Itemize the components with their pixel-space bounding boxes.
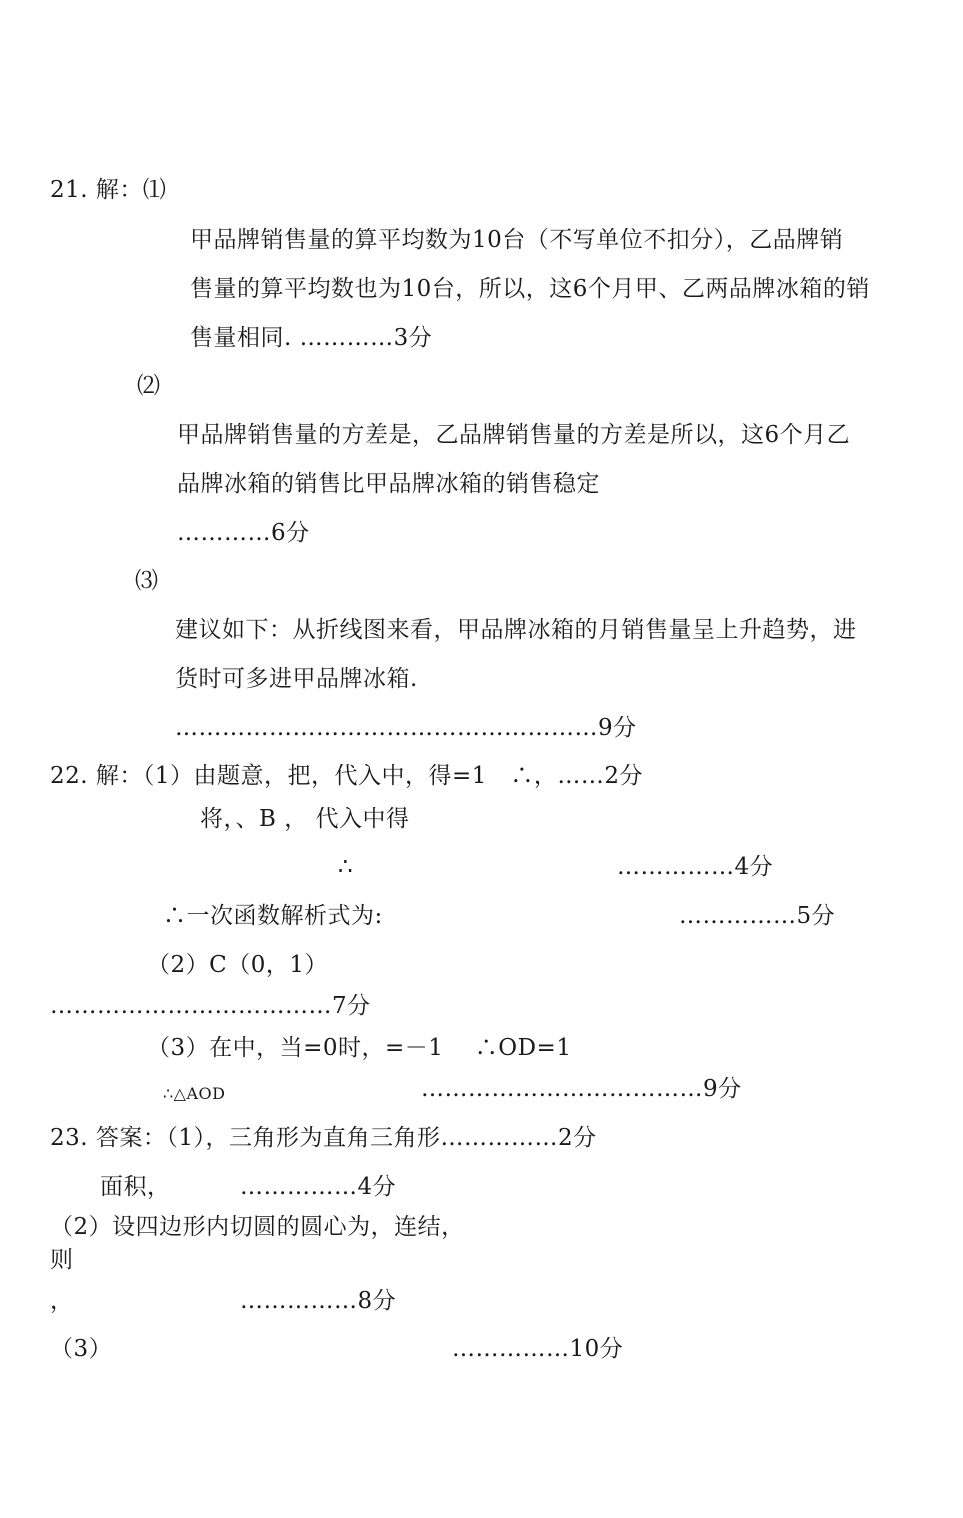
q21-part3-line3: ………………………………………………9分: [175, 715, 637, 741]
q21-heading: 21. 解：⑴: [50, 177, 167, 203]
q22-line4-left: ∴一次函数解析式为:: [163, 903, 383, 929]
q23-line6-right: ……………10分: [452, 1336, 624, 1362]
q22-line2: 将，、B ， 代入中得: [200, 806, 410, 832]
q23-line5-right: ……………8分: [240, 1288, 397, 1314]
q21-part1-line2: 售量的算平均数也为10台，所以，这6个月甲、乙两品牌冰箱的销: [190, 276, 870, 302]
q21-part2-line1: 甲品牌销售量的方差是，乙品牌销售量的方差是所以，这6个月乙: [177, 422, 851, 448]
q23-line6-left: （3）: [50, 1336, 113, 1362]
q21-part2-marker: ⑵: [137, 373, 161, 399]
q23-line2-right: ……………4分: [240, 1174, 397, 1200]
q21-part2-line2: 品牌冰箱的销售比甲品牌冰箱的销售稳定: [177, 471, 600, 497]
q23-line3: （2）设四边形内切圆的圆心为，连结，: [50, 1214, 465, 1240]
q22-line3-left: ∴: [338, 854, 354, 880]
q22-line8-right: ………………………………9分: [421, 1076, 742, 1102]
q22-line6: ………………………………7分: [50, 993, 371, 1019]
q21-part1-line3: 售量相同. …………3分: [190, 325, 433, 351]
q23-line4: 则: [50, 1247, 74, 1273]
q21-part3-marker: ⑶: [135, 568, 159, 594]
q22-line4-right: ……………5分: [679, 903, 836, 929]
q23-line1: 23. 答案：（1），三角形为直角三角形……………2分: [50, 1125, 597, 1151]
q22-line3-right: ……………4分: [617, 854, 774, 880]
q21-part3-line1: 建议如下：从折线图来看，甲品牌冰箱的月销售量呈上升趋势，进: [175, 617, 857, 643]
q21-part1-line1: 甲品牌销售量的算平均数为10台（不写单位不扣分），乙品牌销: [190, 227, 844, 253]
q21-part3-line2: 货时可多进甲品牌冰箱.: [175, 666, 418, 692]
q22-line5: （2）C（0，1）: [147, 952, 328, 978]
q22-line7: （3）在中，当=0时，=－1 ∴OD=1: [147, 1035, 572, 1061]
q22-line8-left: ∴△AOD: [163, 1084, 226, 1103]
q21-part2-line3: …………6分: [177, 520, 310, 546]
q23-line5-left: ，: [50, 1288, 74, 1314]
q22-line1: 22. 解：（1）由题意，把，代入中，得=1 ∴，……2分: [50, 763, 644, 789]
q23-line2-left: 面积，: [100, 1174, 171, 1200]
